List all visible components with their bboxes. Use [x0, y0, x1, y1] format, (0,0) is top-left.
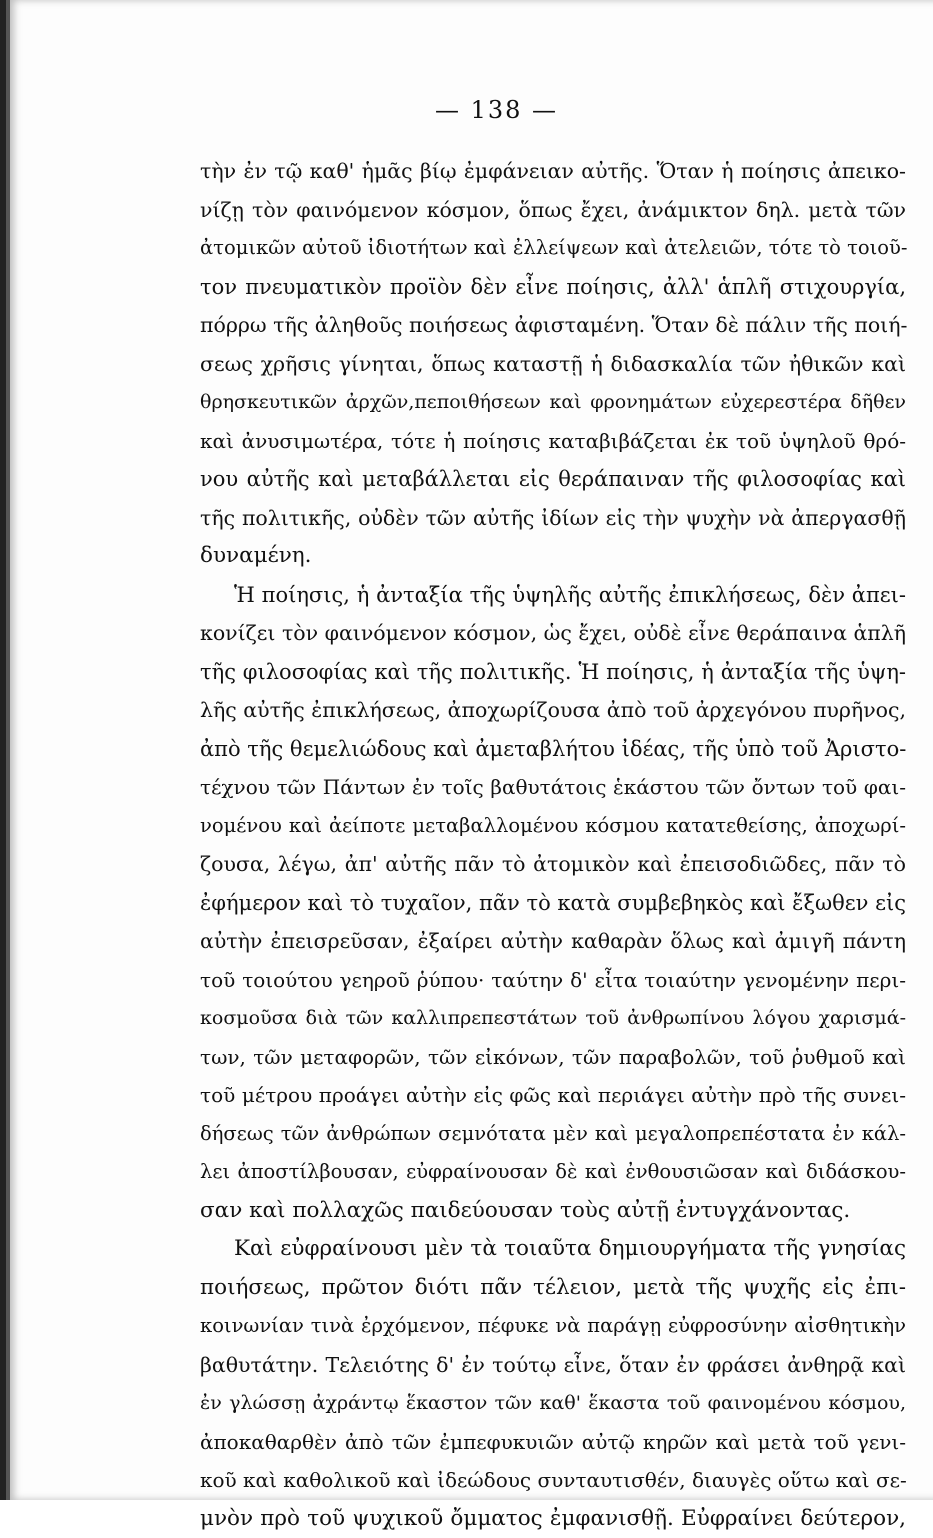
text-line: Καὶ εὐφραίνουσι μὲν τὰ τοιαῦτα δημιουργήματα τῆς γνησίας — [200, 1230, 906, 1269]
text-line: σαν καὶ πολλαχῶς παιδεύουσαν τοὺς αὐτῇ ἐντυγχάνοντας. — [200, 1192, 906, 1231]
text-line: ἐν γλώσσῃ ἀχράντῳ ἕκαστον τῶν καθ' ἕκαστα τοῦ φαινομένου κόσμου, — [200, 1384, 906, 1423]
text-line: αὐτὴν ἐπεισρεῦσαν, ἐξαίρει αὐτὴν καθαρὰν ὅλως καὶ ἀμιγῆ πάντη — [200, 922, 906, 961]
text-line: τοῦ τοιούτου γεηροῦ ῥύπου· ταύτην δ' εἶτα τοιαύτην γενομένην περι- — [200, 961, 906, 1000]
text-line: των, τῶν μεταφορῶν, τῶν εἰκόνων, τῶν παραβολῶν, τοῦ ῥυθμοῦ καὶ — [200, 1038, 906, 1077]
text-line: νίζῃ τὸν φαινόμενον κόσμον, ὅπως ἔχει, ἀνάμικτον δηλ. μετὰ τῶν — [200, 191, 906, 230]
text-line: νου αὐτῆς καὶ μεταβάλλεται εἰς θεράπαιναν τῆς φιλοσοφίας καὶ — [200, 460, 906, 499]
text-line: ποιήσεως, πρῶτον διότι πᾶν τέλειον, μετὰ τῆς ψυχῆς εἰς ἐπι- — [200, 1269, 906, 1308]
text-line: σεως χρῆσις γίνηται, ὅπως καταστῇ ἡ διδασκαλία τῶν ἠθικῶν καὶ — [200, 345, 906, 384]
page-number-header — [0, 96, 933, 124]
body-text — [200, 152, 912, 1538]
text-line: δυναμένη. — [200, 537, 906, 576]
text-line: μνὸν πρὸ τοῦ ψυχικοῦ ὄμματος ἐμφανισθῇ. Εὐφραίνει δεύτερον, — [200, 1500, 906, 1538]
text-line: κοσμοῦσα διὰ τῶν καλλιπρεπεστάτων τοῦ ἀνθρωπίνου λόγου χαρισμά- — [200, 999, 906, 1038]
text-line: ἀτομικῶν αὐτοῦ ἰδιοτήτων καὶ ἐλλείψεων καὶ ἀτελειῶν, τότε τὸ τοιοῦ- — [200, 229, 906, 268]
text-line: Ἡ ποίησις, ἡ ἀνταξία τῆς ὑψηλῆς αὐτῆς ἐπικλήσεως, δὲν ἀπει- — [200, 576, 906, 615]
text-line: τὴν ἐν τῷ καθ' ἡμᾶς βίῳ ἐμφάνειαν αὐτῆς. Ὅταν ἡ ποίησις ἀπεικο- — [200, 152, 906, 191]
text-line: λῆς αὐτῆς ἐπικλήσεως, ἀποχωρίζουσα ἀπὸ τοῦ ἀρχεγόνου πυρῆνος, — [200, 691, 906, 730]
text-line: βαθυτάτην. Τελειότης δ' ἐν τούτῳ εἶνε, ὅταν ἐν φράσει ἀνθηρᾷ καὶ — [200, 1346, 906, 1385]
text-line: κονίζει τὸν φαινόμενον κόσμον, ὡς ἔχει, οὐδὲ εἶνε θεράπαινα ἁπλῆ — [200, 614, 906, 653]
text-line: κοινωνίαν τινὰ ἐρχόμενον, πέφυκε νὰ παράγῃ εὐφροσύνην αἰσθητικὴν — [200, 1307, 906, 1346]
text-line: καὶ ἀνυσιμωτέρα, τότε ἡ ποίησις καταβιβάζεται ἐκ τοῦ ὑψηλοῦ θρό- — [200, 422, 906, 461]
page-number: — 138 — — [435, 96, 558, 124]
text-line: δήσεως τῶν ἀνθρώπων σεμνότατα μὲν καὶ μεγαλοπρεπέστατα ἐν κάλ- — [200, 1115, 906, 1154]
text-line: τέχνου τῶν Πάντων ἐν τοῖς βαθυτάτοις ἑκάστου τῶν ὄντων τοῦ φαι- — [200, 768, 906, 807]
text-line: τῆς πολιτικῆς, οὐδὲν τῶν αὐτῆς ἰδίων εἰς τὴν ψυχὴν νὰ ἀπεργασθῇ — [200, 499, 906, 538]
text-line: τῆς φιλοσοφίας καὶ τῆς πολιτικῆς. Ἡ ποίησις, ἡ ἀνταξία τῆς ὑψη- — [200, 653, 906, 692]
text-line: ἀποκαθαρθὲν ἀπὸ τῶν ἐμπεφυκυιῶν αὐτῷ κηρῶν καὶ μετὰ τοῦ γενι- — [200, 1423, 906, 1462]
text-line: ἐφήμερον καὶ τὸ τυχαῖον, πᾶν τὸ κατὰ συμβεβηκὸς καὶ ἔξωθεν εἰς — [200, 884, 906, 923]
text-line: ἀπὸ τῆς θεμελιώδους καὶ ἀμεταβλήτου ἰδέας, τῆς ὑπὸ τοῦ Ἀριστο- — [200, 730, 906, 769]
text-line: νομένου καὶ ἀείποτε μεταβαλλομένου κόσμου κατατεθείσης, ἀποχωρί- — [200, 807, 906, 846]
text-line: λει ἀποστίλβουσαν, εὐφραίνουσαν δὲ καὶ ἐνθουσιῶσαν καὶ διδάσκου- — [200, 1153, 906, 1192]
text-line: πόρρω τῆς ἀληθοῦς ποιήσεως ἀφισταμένη. Ὅταν δὲ πάλιν τῆς ποιή- — [200, 306, 906, 345]
text-line: θρησκευτικῶν ἀρχῶν,πεποιθήσεων καὶ φρονημάτων εὐχερεστέρα δῆθεν — [200, 383, 906, 422]
text-line: τοῦ μέτρου προάγει αὐτὴν εἰς φῶς καὶ περιάγει αὐτὴν πρὸ τῆς συνει- — [200, 1076, 906, 1115]
text-line: κοῦ καὶ καθολικοῦ καὶ ἰδεώδους συνταυτισθέν, διαυγὲς οὕτω καὶ σε- — [200, 1461, 906, 1500]
text-line: ζουσα, λέγω, ἀπ' αὐτῆς πᾶν τὸ ἀτομικὸν καὶ ἐπεισοδιῶδες, πᾶν τὸ — [200, 845, 906, 884]
text-line: τον πνευματικὸν προϊὸν δὲν εἶνε ποίησις, ἀλλ' ἁπλῆ στιχουργία, — [200, 268, 906, 307]
